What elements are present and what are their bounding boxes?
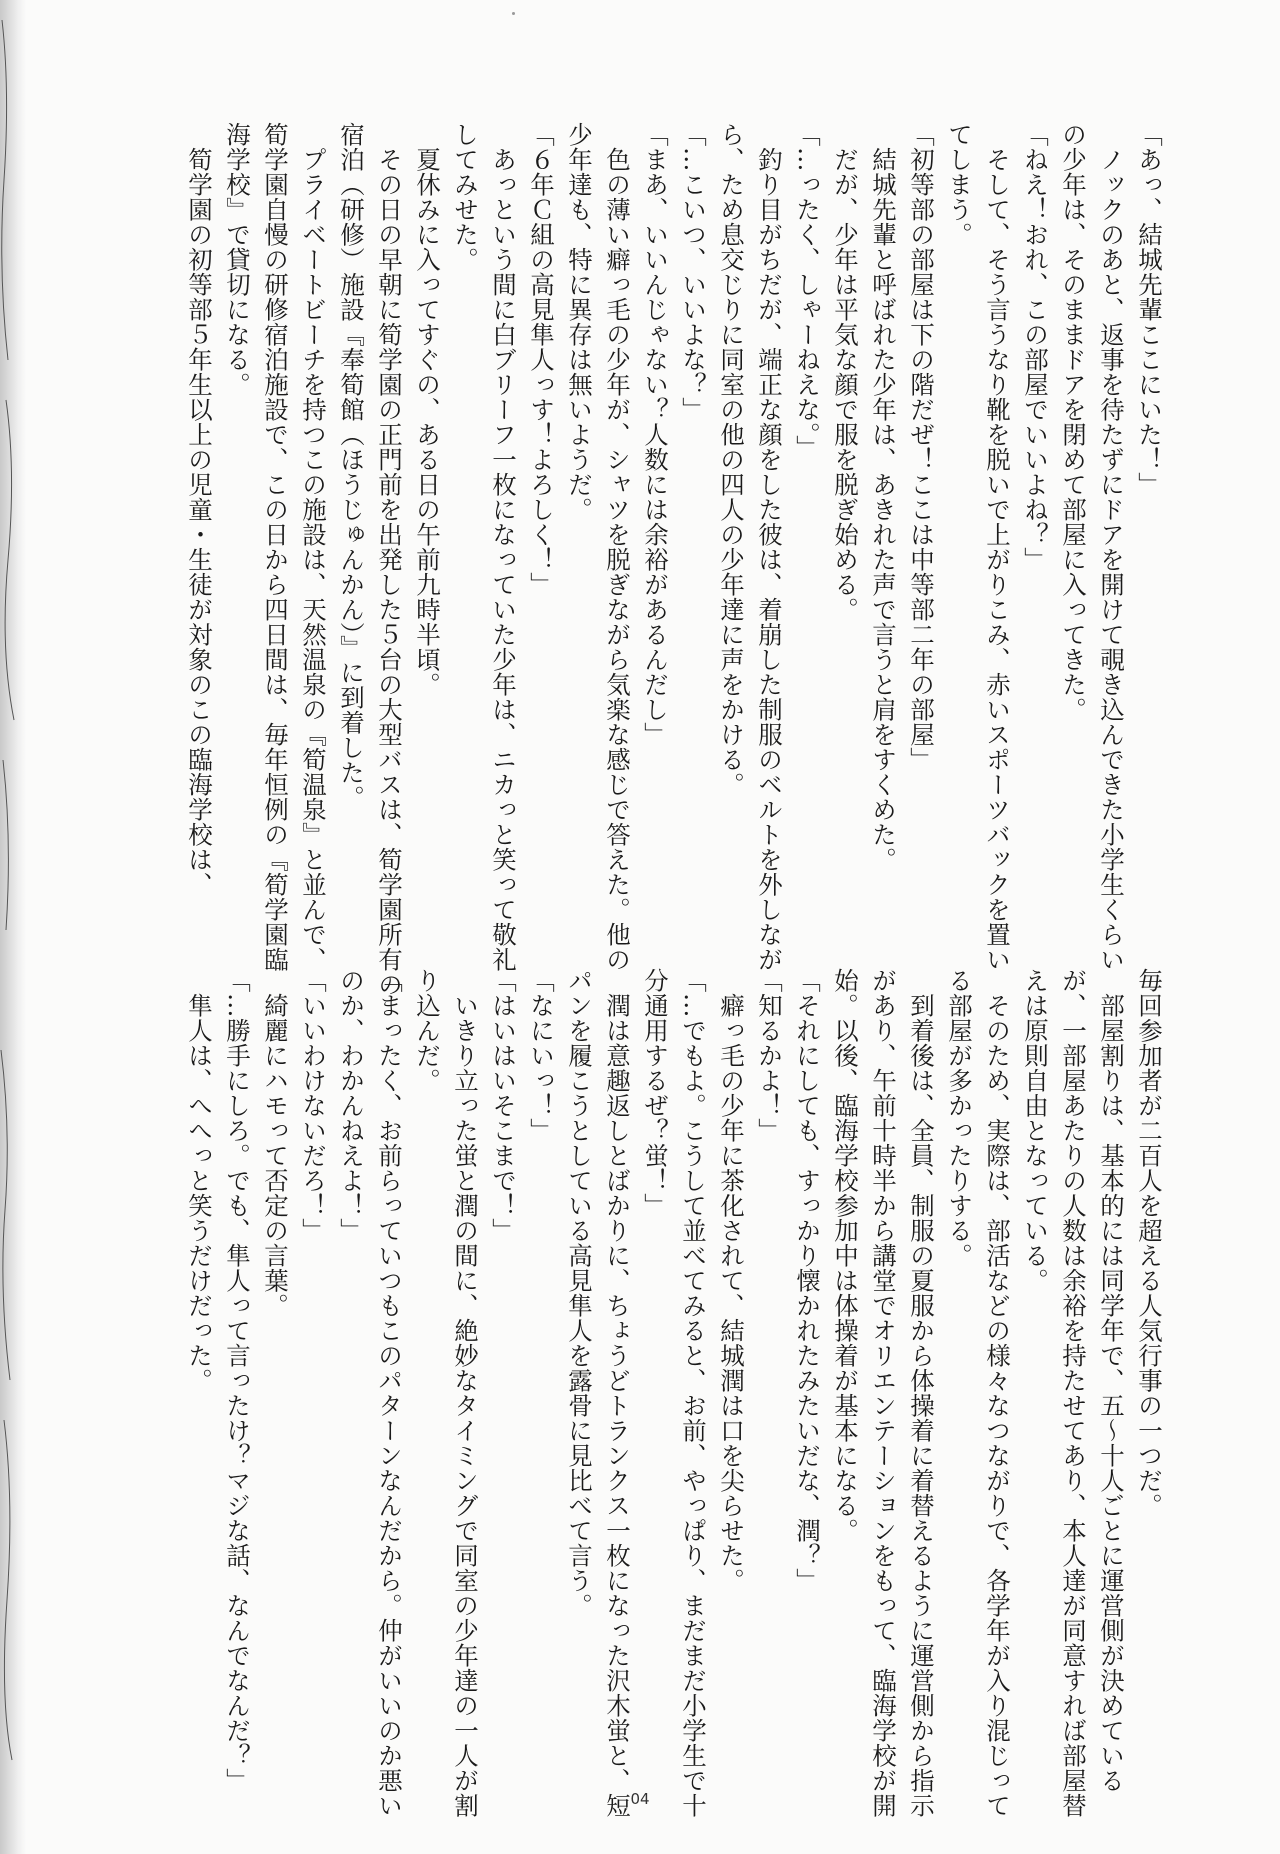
text-line: そのため、実際は、部活などの様々なつながりで、各学年が入り混じって — [983, 968, 1012, 1818]
binding-edge — [0, 0, 26, 1854]
page-number: 04 — [630, 1790, 650, 1808]
text-line: だが、少年は平気な顔で服を脱ぎ始める。 — [831, 122, 860, 622]
text-line: 「なにいっ！」 — [527, 968, 556, 1143]
text-line: 筍学園自慢の研修宿泊施設で、この日から四日間は、毎年恒例の『筍学園臨 — [261, 122, 290, 972]
text-line: いきり立った蛍と潤の間に、絶妙なタイミングで同室の少年達の一人が割 — [451, 968, 480, 1818]
text-line: 結城先輩と呼ばれた少年は、あきれた声で言うと肩をすくめた。 — [869, 122, 898, 872]
text-line: 夏休みに入ってすぐの、ある日の午前九時半頃。 — [413, 122, 442, 697]
text-line: してみせた。 — [451, 122, 480, 272]
text-line: ノックのあと、返事を待たずにドアを開けて覗き込んできた小学生くらい — [1097, 122, 1126, 972]
text-line: 「はいはいそこまで！」 — [489, 968, 518, 1243]
text-line: 色の薄い癖っ毛の少年が、シャツを脱ぎながら気楽な感じで答えた。他の — [603, 122, 632, 972]
text-line: 「初等部の部屋は下の階だぜ！ここは中等部二年の部屋」 — [907, 122, 936, 772]
text-line: 部屋割りは、基本的には同学年で、五〜十人ごとに運営側が決めている — [1097, 968, 1126, 1793]
text-line: る部屋が多かったりする。 — [945, 968, 974, 1268]
text-line: のか、わかんねえよ！」 — [337, 968, 366, 1243]
text-line: 「あっ、結城先輩ここにいた！」 — [1135, 122, 1164, 497]
text-line: 宿泊（研修）施設『奉筍館（ほうじゅんかん）』に到着した。 — [337, 122, 366, 810]
text-line: 「…勝手にしろ。でも、隼人って言ったけ？マジな話、なんでなんだ？」 — [223, 968, 252, 1793]
text-line: り込んだ。 — [413, 968, 442, 1093]
text-line: 癖っ毛の少年に茶化されて、結城潤は口を尖らせた。 — [717, 968, 746, 1593]
text-line: 「まあ、いいんじゃない？人数には余裕があるんだし」 — [641, 122, 670, 747]
text-line: ら、ため息交じりに同室の他の四人の少年達に声をかける。 — [717, 122, 746, 797]
text-line: 毎回参加者が二百人を超える人気行事の一つだ。 — [1135, 968, 1164, 1518]
text-line: パンを履こうとしている高見隼人を露骨に見比べて言う。 — [565, 968, 594, 1618]
text-line: 始。以後、臨海学校参加中は体操着が基本になる。 — [831, 968, 860, 1543]
text-line: 到着後は、全員、制服の夏服から体操着に着替えるように運営側から指示 — [907, 968, 936, 1818]
text-line: の少年は、そのままドアを閉めて部屋に入ってきた。 — [1059, 122, 1088, 722]
text-line: 「ねえ！おれ、この部屋でいいよね？」 — [1021, 122, 1050, 572]
text-line: えは原則自由となっている。 — [1021, 968, 1050, 1293]
text-line: 綺麗にハモって否定の言葉。 — [261, 968, 290, 1318]
text-line: そして、そう言うなり靴を脱いで上がりこみ、赤いスポーツバックを置い — [983, 122, 1012, 972]
text-line: 「いいわけないだろ！」 — [299, 968, 328, 1243]
text-line: があり、午前十時半から講堂でオリエンテーションをもって、臨海学校が開 — [869, 968, 898, 1818]
upper-text-column — [180, 122, 1168, 997]
scan-speck — [512, 12, 515, 15]
illustration-edge-fragment — [0, 0, 26, 1854]
text-line: 「…ったく、しゃーねえな。」 — [793, 122, 822, 460]
text-line: てしまう。 — [945, 122, 974, 247]
text-line: 「…こいつ、いいよな？」 — [679, 122, 708, 422]
text-line: 少年達も、特に異存は無いようだ。 — [565, 122, 594, 522]
text-line: その日の早朝に筍学園の正門前を出発した５台の大型バスは、筍学園所有の — [375, 122, 404, 997]
text-line: 「それにしても、すっかり懐かれたみたいだな、潤？」 — [793, 968, 822, 1593]
text-line: 「６年Ｃ組の高見隼人っす！よろしく！」 — [527, 122, 556, 597]
text-line: プライベートビーチを持つこの施設は、天然温泉の『筍温泉』と並んで、 — [299, 122, 328, 972]
text-line: が、一部屋あたりの人数は余裕を持たせてあり、本人達が同意すれば部屋替 — [1059, 968, 1088, 1818]
text-line: 筍学園の初等部５年生以上の児童・生徒が対象のこの臨海学校は、 — [185, 122, 214, 897]
text-line: 「まったく、お前らっていつもこのパターンなんだから。仲がいいのか悪い — [375, 968, 404, 1818]
text-line: 隼人は、へへっと笑うだけだった。 — [185, 968, 214, 1393]
text-line: 釣り目がちだが、端正な顔をした彼は、着崩した制服のベルトを外しなが — [755, 122, 784, 972]
text-line: 潤は意趣返しとばかりに、ちょうどトランクス一枚になった沢木蛍と、短 — [603, 968, 632, 1818]
text-line: 「知るかよ！」 — [755, 968, 784, 1143]
text-line: 海学校』で貸切になる。 — [223, 122, 252, 397]
text-line: あっという間に白ブリーフ一枚になっていた少年は、ニカっと笑って敬礼 — [489, 122, 518, 972]
text-line: 分通用するぜ？蛍！」 — [641, 968, 670, 1218]
text-line: 「…でもよ。こうして並べてみると、お前、やっぱり、まだまだ小学生で十 — [679, 968, 708, 1818]
